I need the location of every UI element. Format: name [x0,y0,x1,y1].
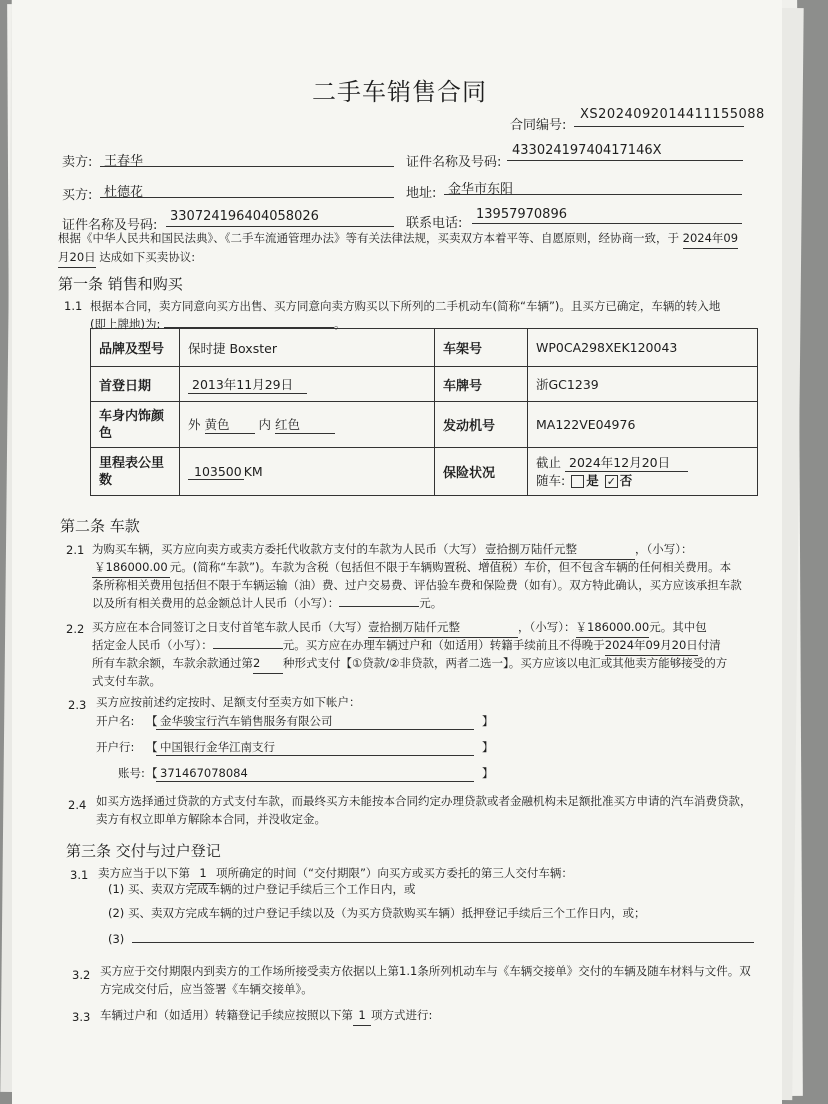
delivery-option-2: (2) 买、卖双方完成车辆的过户登记手续以及（为买方贷款购买车辆）抵押登记手续后三个工作日内，或； [108,906,646,920]
checkbox-yes[interactable] [571,475,584,488]
color-label: 车身内饰颜色 [91,402,180,448]
contract-no-label: 合同编号: [510,118,567,133]
bank-label: 开户行: [96,740,135,754]
reg-date-label: 首登日期 [91,367,180,402]
seller-label: 卖方: [62,155,93,170]
delivery-option-3-line [132,942,754,943]
clause-3-3-text-b: 项方式进行: [371,1008,433,1022]
clause-3-2-line1: 买方应于交付期限内到卖方的工作场所接受卖方依据以上第1.1条所列机动车与《车辆交接单》交付的车辆及随车材料与文件。双 [100,964,751,978]
bank-value: 中国银行金华江南支行 [160,740,275,754]
vin-value: WP0CA298XEK120043 [528,329,758,367]
vehicle-table [90,328,758,496]
table-row [91,448,758,496]
buyer-value: 杜德花 [104,185,144,200]
contract-page [12,0,782,1104]
address-underline [444,194,742,195]
delivery-option-1: (1) 买、卖双方完成车辆的过户登记手续后三个工作日内，或 [108,882,416,896]
engine-value: MA122VE04976 [528,402,758,448]
clause-1-1-number: 1.1 [64,299,83,313]
clause-3-3-line1 [100,1006,432,1026]
insurance-follow-label: 随车: [536,473,566,488]
seller-id-underline [507,160,743,161]
engine-label: 发动机号 [435,402,528,448]
clause-2-2-number: 2.2 [66,622,85,636]
buyer-id-underline [166,226,394,227]
insurance-follow-row [536,472,749,489]
checkbox-yes-label: 是 [586,473,599,488]
total-price-upper: 壹拾捌万陆仟元整 [483,540,635,560]
reg-date-cell [180,367,435,402]
preamble-rest: 达成如下买卖协议: [99,250,196,264]
preamble-date-part2: 月20日 [58,248,96,268]
clause-2-2-text-e: 元。买方应在办理车辆过户和（如适用）转籍手续前且不得晚于 [282,638,605,652]
account-name-underline [156,729,474,730]
account-no-lb: 【 [146,766,158,780]
insurance-until-row [536,454,749,472]
clause-2-2-text-h: 种形式支付【①贷款/②非贷款，两者二选一】。买方应该以电汇或其他卖方能够接受的方 [283,656,728,670]
clause-3-1-number: 3.1 [70,868,89,882]
clause-3-2-line2: 方完成交付后，应当签署《车辆交接单》。 [100,982,313,996]
vin-label: 车架号 [435,329,528,367]
clause-2-1-text-e: 以及所有相关费用的总金额总计人民币（小写）： [92,596,340,610]
checkbox-no-label: 否 [619,473,633,488]
clause-2-2-text-a: 买方应在本合同签订之日支付首笔车款人民币（大写） [92,620,368,634]
account-no-rb: 】 [482,766,494,780]
clause-2-3-number: 2.3 [68,698,87,712]
color-out-label: 外 [188,417,201,432]
payment-method: 2 [253,654,283,674]
first-payment-lower: ￥186000.00 [576,618,650,638]
clause-2-1-line4 [92,594,442,613]
contract-no-underline [574,126,744,127]
clause-2-2-text-b: ，（小写）： [518,620,576,634]
account-name-rb: 】 [482,714,494,728]
transfer-option: 1 [353,1006,371,1026]
delivery-option: 1 [190,864,216,884]
clause-3-3-number: 3.3 [72,1010,91,1024]
odometer-cell [180,448,435,496]
clause-2-2-text-c: 元。其中包 [649,620,707,634]
contract-no-value: XS2024092014411155088 [580,107,765,122]
color-out-value: 黄色 [205,415,255,434]
account-no-label: 账号: [118,766,145,780]
clause-2-2-text-f: 付清 [697,638,721,652]
first-payment-upper: 壹拾捌万陆仟元整 [368,618,518,638]
article-3-heading: 第三条 交付与过户登记 [66,842,221,860]
clause-2-1-number: 2.1 [66,543,85,557]
seller-id-label: 证件名称及号码: [406,155,502,170]
buyer-underline [100,197,394,198]
clause-2-1-text-f: 元。 [419,596,443,610]
account-name-label: 开户名: [96,714,135,728]
preamble-text: 根据《中华人民共和国民法典》、《二手车流通管理办法》等有关法律法规，买卖双方本着平等、自愿原则，经协商一致，于 [58,231,679,245]
clause-1-1-text: (即上牌地)为: [90,317,161,331]
page-title: 二手车销售合同 [312,78,487,106]
address-label: 地址: [406,186,437,201]
color-in-value: 红色 [275,415,335,434]
clause-2-1-line2 [92,558,731,578]
clause-3-1-text-b: 项所确定的时间（“交付期限”）向买方或买方委托的第三人交付车辆： [216,866,573,880]
odometer-label: 里程表公里数 [91,448,180,496]
preamble-line1 [58,229,738,249]
color-cell [180,402,435,448]
insurance-cell [528,448,758,496]
clause-2-1-text-b: ，（小写）： [635,542,693,556]
buyer-label: 买方: [62,188,93,203]
table-row [91,402,758,448]
reg-date-value: 2013年11月29日 [188,375,307,394]
seller-id-value: 43302419740417146X [512,143,662,158]
clause-2-4-line2: 卖方有权立即单方解除本合同，并没收定金。 [96,812,326,826]
clause-2-2-line3 [92,654,727,674]
seller-underline [100,166,394,167]
account-name-value: 金华骏宝行汽车销售服务有限公司 [160,714,333,728]
preamble-date-part1: 2024年09 [683,229,738,249]
account-name-lb: 【 [146,714,158,728]
buyer-id-label: 证件名称及号码: [62,218,158,233]
clause-1-1-line1: 根据本合同，卖方同意向买方出售、买方同意向卖方购买以下所列的二手机动车(简称“车辆”)。且买方已确定，车辆的转入地 [90,299,721,313]
buyer-id-value: 330724196404058026 [170,209,319,224]
plate-label: 车牌号 [435,367,528,402]
table-row [91,329,758,367]
insurance-label: 保险状况 [435,448,528,496]
checkbox-no[interactable] [605,475,618,488]
payoff-date: 2024年09月20日 [605,636,698,656]
odometer-unit: KM [243,463,263,479]
clause-2-2-text-d: 括定金人民币（小写）： [92,638,213,652]
address-value: 金华市东阳 [448,182,514,197]
odometer-value: 103500 [188,464,244,480]
bank-rb: 】 [482,740,494,754]
clause-1-1-period: 。 [334,317,346,331]
bank-underline [156,755,474,756]
brand-label: 品牌及型号 [91,329,180,367]
clause-2-2-line1 [92,618,707,638]
phone-value: 13957970896 [476,207,567,222]
clause-2-2-line4: 式支付车款。 [92,674,161,688]
delivery-option-3: (3) [108,932,125,946]
preamble-line2 [58,248,195,268]
clause-3-2-number: 3.2 [72,968,91,982]
total-amount-field [339,606,419,607]
clause-2-1-text-c: 元。(简称“车款”)。车款为含税（包括但不限于车辆购置税、增值税）车价，但不包含车辆的任何相关费用。本 [169,560,732,574]
seller-value: 王春华 [104,154,144,169]
clause-2-1-line1 [92,540,693,560]
clause-2-4-line1: 如买方选择通过贷款的方式支付车款，而最终买方未能按本合同约定办理贷款或者金融机构未足额批准买方申请的汽车消费贷款， [96,794,752,808]
account-no-underline [156,781,474,782]
clause-2-4-number: 2.4 [68,798,87,812]
article-1-heading: 第一条 销售和购买 [58,275,183,293]
phone-underline [472,223,742,224]
deposit-field [213,648,283,649]
clause-3-1-text-a: 卖方应当于以下第 [98,866,190,880]
account-no-value: 371467078084 [160,766,248,780]
bank-lb: 【 [146,740,158,754]
table-row [91,367,758,402]
insurance-until-value: 2024年12月20日 [565,454,688,472]
clause-2-3-line1: 买方应按前述约定按时、足额支付至卖方如下帐户： [96,695,361,709]
insurance-until-label: 截止 [536,455,562,470]
plate-value: 浙GC1239 [528,367,758,402]
clause-2-2-line2 [92,636,721,656]
phone-label: 联系电话: [406,216,463,231]
clause-3-3-text-a: 车辆过户和（如适用）转籍登记手续应按照以下第 [100,1008,353,1022]
clause-2-1-text-a: 为购买车辆，买方应向卖方或卖方委托代收款方支付的车款为人民币（大写） [92,542,483,556]
total-price-lower: ￥186000.00 [92,558,170,578]
clause-2-1-line3: 条所称相关费用包括但不限于车辆运输（油）费、过户交易费、评估验车费和保险费（如有）。双方特此确认，买方应该承担车款 [92,578,742,592]
article-2-heading: 第二条 车款 [60,517,140,535]
color-in-label: 内 [258,417,271,432]
clause-2-2-text-g: 所有车款余额，车款余款通过第 [92,656,253,670]
brand-value: 保时捷 Boxster [180,329,435,367]
